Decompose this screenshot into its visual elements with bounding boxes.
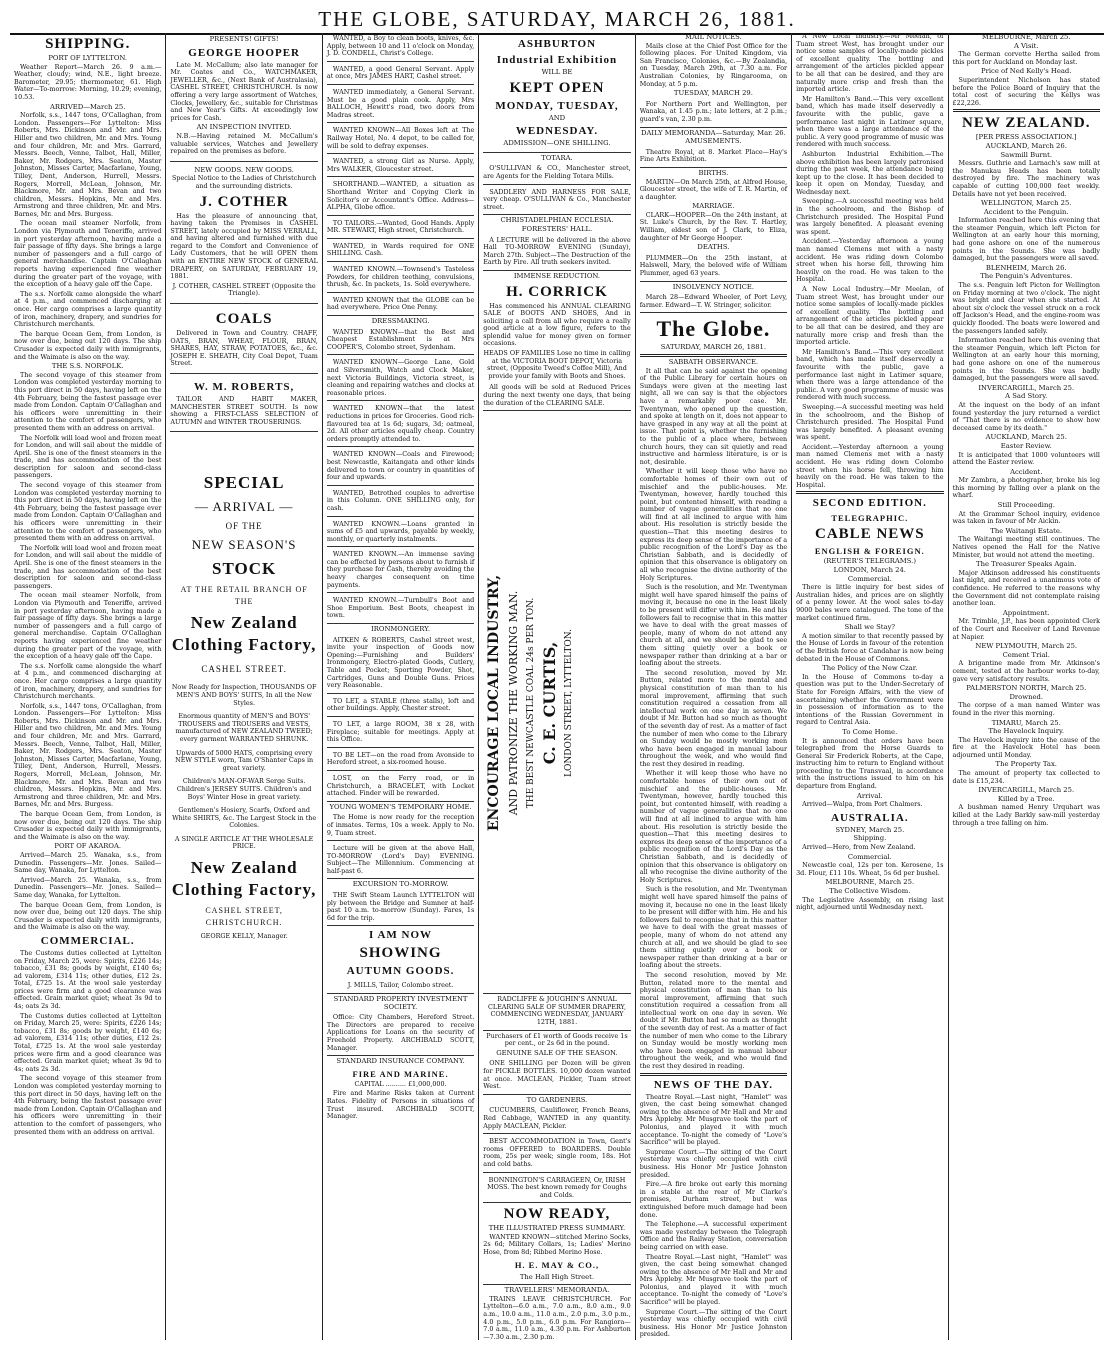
commercial-cable-text: There is little inquiry for best sides of Australian hides, and prices are on slightly of a penny lower. At the wool sales to-day 9000 bales were catalogued. The tone of the market continued firm. [796,583,944,622]
property-tax-text: The amount of property tax collected to date is £15,234. [952,769,1100,785]
osullivan-text: O'SULLIVAN & CO., Manchester street, are Agents for the Fielding Totara Mills. [483,163,630,184]
shall-we-stay-subhead: Shall we Stay? [844,623,896,632]
editorial-para-5: Whether it will keep those who have no comfortable homes of their own out of mischief and the public-houses. Mr. Twentyman, however, hardly touched this point, but contented himself, with reading a number of vague generalities that no one will find at all inclined to argue with him about. His resolution is strictly beside the question—That this meeting desires to express its deep sense of the importance of a public recognition of the Lord's Day as the Christian Sabbath, and is decidedly of opinion that this observance is obligatory on all who recognise the divine authority of the Holy Scriptures. [639,769,788,884]
waitangi-text: The Waitangi meeting still continues. The Natives opened the Hall for the Native Minister, but would not attend the meeting. [952,535,1100,559]
penguin-adventures-text-2: Information reached here this evening that the steamer Penguin, which left Picton for Wellington at an early hour this morning, had gone ashore on one of the numerous points in the Sounds. She was badly damaged, but the passengers were all saved. [952,336,1100,383]
auckland-dateline: AUCKLAND, March 26. [985,141,1067,150]
vessel-para-2: The Norfolk will load wool and frozen meat for London, and will sail about the middle of April. She is one of the finest steamers in the trade, and has accommodation of the best description for saloon and second-class passengers. [14,433,162,480]
editorial-para-2: Whether it will keep those who have no comfortable homes of their own out of mischief and the public-houses. Mr. Twentyman, however, hardly touched this point, but contented himself, with reading a number of vague generalities that no one will find at all inclined to argue with him about. His resolution is strictly beside the question—That this meeting desires to express its deep sense of the importance of a public recognition of the Lord's Day as the Christian Sabbath, and is decidedly of opinion that this observance is obligatory on all who recognise the divine authority of the Holy Scriptures. [639,467,788,582]
now-ready-text: Now Ready for Inspection, THOUSANDS OF MEN'S AND BOYS' SUITS, In all the New Styles. [171,683,317,707]
reduction-heading: IMMENSE REDUCTION. [513,271,601,280]
editorial-rule [640,354,787,357]
roberts-ad [170,376,317,432]
children-text: Children's MAN-OF-WAR Serge Suits. Children's JERSEY SUITS. Children's and Boys' Winter Hose in great variety. [176,777,312,801]
hemay-address: The Hall High Street. [483,1272,630,1286]
accident-subhead: Accident. [1010,467,1043,476]
new-goods-title: NEW GOODS. NEW GOODS. [194,165,294,174]
gentlemen-text: Gentlemen's Hosiery, Scarfs, Oxford and White SHIRTS, &c. The Largest Stock in the Colonies. [172,806,317,830]
akaroa-text-dup: Arrived—March 25. Wanaka, s.s., from Dunedin. Passengers—Mr. Jones. Sailed—Same day, Wanaka, for Lyttelton. [14,875,162,899]
shipping-subhead: Shipping. [853,834,887,843]
shipping-para-dup-3: Norfolk, s.s., 1447 tons, O'Callaghan, from London. Passengers—For Lyttelton: Miss Roberts, Mrs. Dickinson and Mr. and Mrs. Hiller and two children, Mr. and Mrs. Young and four children, Mr. and Mrs. Garrard, Messrs. Beech, Venne, Talbot, Hall, Miller, Baker, Mr. Rodgers, Mrs. Seaton, Master Johnston, Misses Carter, Macfarlane, Young, Tilley, Dent, Anderson, Hurrell, Messrs. Rogers, Morrell, McLean, Johnson, Mr. Blackmore, Mr. and Mrs. Bevan and two children, Messrs. Hopkins, Mr. and Mrs. Armstrong and three children, Mr. and Mrs. Barnes, Mr. and Mrs. Burgess. [14,701,162,809]
purchasers-text: Purchasers of £1 worth of Goods receive 1s per cent., or 2s 6d in the pound. [486,1031,628,1048]
news-para-6: Supreme Court.—The sitting of the Court yesterday was chiefly occupied with civil business. His Honor Mr Justice Johnston presided. [639,1307,788,1339]
roberts-title: W. M. ROBERTS, [193,381,295,393]
commercial-heading: COMMERCIAL. [40,934,135,947]
inspection-title: AN INSPECTION INVITED. [196,123,292,132]
sic-capital: CAPITAL .......... £1,000,000. [354,1079,447,1088]
sic-fire-marine: FIRE AND MARINE. [352,1068,449,1079]
sabbath-heading: SABBATH OBSERVANCE. [668,358,759,366]
new-zealand-heading: NEW ZEALAND. [962,115,1091,132]
still-proceeding-subhead: Still Proceeding. [997,501,1055,510]
new-plymouth-dateline: NEW PLYMOUTH, March 25. [975,642,1078,651]
ashburton-line-3: WILL BE [541,68,573,76]
tuesday-heading: TUESDAY, MARCH 29. [673,89,753,98]
palmerston-dateline: PALMERSTON NORTH, March 25. [966,684,1087,693]
gardeners-heading: TO GARDENERS. [526,1095,588,1104]
collective-wisdom-text: The Legislative Assembly, on rising last night, adjourned until Wednesday next. [796,895,944,912]
columns [10,33,1104,1340]
curtis-name-line: C. E. CURTIS, [540,641,560,765]
ywta-text: The Home is now ready for the reception of inmates. Terms, 10s a week. Apply to No. 9, Tuam street. [327,812,474,841]
czar-subhead: The Policy of the New Czar. [822,664,918,673]
clothing-factory-ad [170,472,317,940]
hooper-ad [170,33,317,162]
vessel-para-1: The second voyage of this steamer from London was completed yesterday morning to this port direct in 50 days, having left on the 4th February, being the fastest passage ever made from London. Captain O'Callaghan and his officers were unremitting in their attention to the comfort of passengers, who presented them with an address on arrival. [14,370,162,432]
news-para-1: Theatre Royal.—Last night, "Hamlet" was given, the cast being somewhat changed owing to the absence of Mr Hall and Mr and Mrs Appleby. Mr Musgrave took the part of Polonius, and played it with much acceptance. To-night the comedy of "Love's Sacrifice" will be played. [639,1092,788,1147]
commercial-text-dup: The Customs duties collected at Lyttelton on Friday, March 25, were: Spirits, £226 14s; tobacco, £31 8s; goods by weight, £140 6s; ad valorem, £314 11s; other duties, £12 2s. Total, £725 1s. At the wool sale yesterday prices were firm and a good clearance was effected. Grain market quiet; wheat 3s 9d to 4s; oats 2s 3d. [14,1011,162,1073]
hemay-name: H. E. MAY & CO., [514,1259,600,1270]
foresters-text: A LECTURE will be delivered in the above Hall TO-MORROW EVENING (Sunday), March 27th. Subject—The Destruction of the Earth by Fire. All truth seekers invited. [483,235,630,271]
ashburton-line-4: KEPT OPEN [509,79,605,96]
editorial-para-6: Such is the resolution, and Mr. Twentyman might well have spared himself the pains of moving it, because no one in the least likely to be present will differ with him. He and his followers fail to recognise that in this matter we have to deal with the great masses of people, many of whom do not attend any church at all, and we should be glad to see them sitting quietly over a book or newspaper rather than drinking at a bar or loafing about the streets. [639,885,788,970]
news-para-4: The Telephone.—A successful experiment was made yesterday between the Telegraph Office and the Railway Station, conversation being carried on with ease. [639,1220,788,1251]
christadelphian-heading: CHRISTADELPHIAN ECCLESIA. [500,216,614,225]
local-para-2: Mr Hamilton's Band.—This very excellent band, which has made itself deservedly a favourite with the public, gave a performance last night in Latimer square, when there was a large attendance of the public. A very good programme of music was rendered with much success. [796,94,944,149]
visit-text: The German corvette Hertha sailed from this port for Auckland on Monday last. [952,50,1100,66]
wanted-ad-9: WANTED KNOWN.—Townsend's Tasteless Powders, for children teething, convulsions, thrush, &c. In packets, 1s. Sold everywhere. [327,264,474,293]
special-word: SPECIAL [203,473,285,493]
akaroa-text: Arrived—March 25. Wanaka, s.s., from Dunedin. Passengers—Mr. Jones. Sailed—Same day, Wanaka, for Lyttelton. [14,850,162,875]
shipping-para-3: The s.s. Norfolk came alongside the wharf at 4 p.m., and commenced discharging at once. Her cargo comprises a large quantity of iron, machinery, drapery, and sundries for Christchurch merchants. [14,289,162,329]
wanted2-ad-8: WANTED KNOWN.—Turnbull's Boot and Shoe Emporium. Best Boots, cheapest in town. [327,595,474,624]
sawmill-text: Messrs. Guthrie and Larnach's saw mill at the Manukau Heads has been totally destroyed by fire. The machinery was capable of cutting 100,000 feet weekly. Details have not yet been received. [952,159,1100,198]
wanted-ad-10: WANTED KNOWN that the GLOBE can be had everywhere. Price One Penny. [327,295,474,316]
column-7 [949,33,1104,1340]
merino-text: WANTED KNOWN—stitched Merino Socks, 2s 6d; Military Collars, 1s; Ladies' Merino Hose, from 8d; Ribbed Merino Hose. [483,1232,631,1257]
tolet-ad-2: TO LET, a large ROOM, 38 x 28, with Fireplace; suitable for meetings. Apply at this Office. [327,719,474,748]
waitangi-subhead: The Waitangi Estate. [990,526,1063,535]
cother-name: J. COTHER [199,193,289,210]
cement-text: A brigantine made from Mr. Atkinson's cement, tested at the harbour works to-day, gave very satisfactory results. [952,659,1100,683]
column-6 [792,33,948,1340]
single-article-text: A SINGLE ARTICLE AT THE WHOLESALE PRICE. [174,834,314,851]
column-4 [479,33,635,1340]
blenheim-dateline: BLENHEIM, March 26. [985,263,1067,272]
ned-kelly-subhead: Price of Ned Kelly's Head. [981,67,1072,76]
treasurer-subhead: The Treasurer Speaks Again. [976,560,1077,569]
timaru-dateline: TIMARU, March 25. [991,718,1061,727]
commercial-cable-text-2: Newcastle coal, 12s per ton. Kerosene, 1s 3d. Flour, £11 10s. Wheat, 5s 6d per bushel. [796,861,944,877]
wanted2-ad-5: WANTED, Betrothed couples to advertise in this Column. ONE SHILLING only, for cash. [327,488,474,517]
gardeners-text: CUCUMBERS, Cauliflower, French Beans, Red Cabbage, WANTED in any quantity. Apply MACLEAN, Pickler. [483,1105,630,1134]
arrival-text: Arrived—Walpa, from Port Chalmers. [802,800,923,809]
akaroa-heading: PORT OF AKAROA. [54,842,122,851]
mails-text: Mails close at the Chief Post Office for the following places. For United Kingdom, via San Francisco, Colonies, &c.—By Zealandia, on Tuesday, March 29th, at 7.30 a.m. For Australian Colonies, by Ringarooma, on Monday, at 5 p.m. [639,41,788,88]
local-para-4: Sweeping.—A successful meeting was held in the schoolroom, and the Bishop of Christchurch presided. The Hospital Fund was largely benefited. A pleasant evening was spent. [796,197,944,236]
to-come-home-subhead: To Come Home. [842,727,898,736]
wellington-dateline: WELLINGTON, March 25. [981,199,1072,208]
shipping-para-4: The barque Ocean Gem, from London, is now over due, being out 120 days. The ship Crusader is expected daily with immigrants, and the Waimate is also on the way. [14,329,162,361]
cement-subhead: Cement Trial. [1002,650,1050,659]
news-para-5: Theatre Royal.—Last night, "Hamlet" was given, the cast being somewhat changed owing to the absence of Mr Hall and Mr and Mrs Appleby. Mr Musgrave took the part of Polonius, and played it with much acceptance. To-night the comedy of "Love's Sacrifice" will be played. [639,1252,788,1307]
manager-line: GEORGE KELLY, Manager. [200,932,288,941]
nz-clothing-factory: New Zealand Clothing Factory, [171,613,317,655]
coals-title: COALS [215,311,273,328]
sad-story-text: At the inquest on the body of an infant found yesterday the jury returned a verdict of "That there is no evidence to show how deceased came by its death." [952,400,1100,432]
editorial-para-4: The second resolution, moved by Mr. Button, related more to the mental and physical constitution of man than to his moral improvement, affirming that such constitution required a cessation from all intellectual work on one day in seven. We doubt if Mr. Button had so much as thought of the seventh day of rest. As a matter of fact the number of men who come to the Library on Sunday would be mostly working men who have been engaged in manual labour throughout the week, and who would find the rest they desired in reading. [639,668,788,768]
spis-heading: STANDARD PROPERTY INVESTMENT SOCIETY. [333,995,468,1011]
enormous-text: Enormous quantity of MEN'S and BOYS' TROUSERS and TROUSERS and VESTS, manufactured of NEW ZEALAND TWEED; every garment WARRANTED SHRUNK. [175,712,313,743]
masthead: THE GLOBE, SATURDAY, MARCH 26, 1881. [318,7,796,31]
penguin-accident-text: Information reached here this evening that the steamer Penguin, which left Picton for Wellington at an early hour this morning, had gone ashore on one of the numerous points in the Sounds. She was badly damaged, but the passengers were all saved. [952,216,1100,263]
wanted2-ad-7: WANTED KNOWN.—An immense saving can be effected by persons about to furnish if they purchase for Cash, thereby avoiding the heavy charges consequent on time payments. [327,549,474,593]
excursion-heading: EXCURSION TO-MORROW. [352,880,449,889]
tuesday-text: For Northern Port and Wellington, per Wanaka, at 1.45 p.m.; late letters, at 2 p.m.; guard's van, 2.30 p.m. [640,99,787,128]
ywta-heading: YOUNG WOMEN'S TEMPORARY HOME. [329,802,472,811]
invercargill-dateline-2: INVERCARGILL, March 25. [978,786,1075,795]
shipping-para-dup-5: The barque Ocean Gem, from London, is now over due, being out 120 days. The ship Crusader is expected daily with immigrants, and the Waimate is also on the way. [14,900,162,932]
ashburton-line-7: WEDNESDAY. [515,125,599,138]
roberts-text: TAILOR AND HABIT MAKER, MANCHESTER STREET SOUTH. Is now showing a FIRST-CLASS SELECTION of AUTUMN and WINTER TROUSERINGS. [170,395,318,426]
local-para-8: Sweeping.—A successful meeting was held in the schoolroom, and the Bishop of Christchurch presided. The Hospital Fund was largely benefited. A pleasant evening was spent. [796,402,944,442]
births-heading: BIRTHS. [698,168,729,177]
marriage-heading: MARRIAGE. [692,202,735,211]
spis-text: Office: City Chambers, Hereford Street. The Directors are prepared to receive Applications for Loans on the security of Freehold Property. ARCHIBALD SCOTT, Manager. [327,1012,474,1056]
second-edition-heading: SECOND EDITION. [812,497,927,510]
news-rule [640,1073,787,1076]
curtis-rotated-text [483,413,577,993]
invercargill-dateline: INVERCARGILL, March 25. [978,383,1075,392]
commercial-text: The Customs duties collected at Lyttelton on Friday, March 25, were: Spirits, £226 14s; tobacco, £31 8s; goods by weight, £140 6s; ad valorem, £314 11s; other duties, £12 2s. Total, £725 1s. At the wool sale yesterday prices were firm and a good clearance was effected. Grain market quiet; wheat 3s 9d to 4s; oats 2s 3d. [14,948,162,1011]
wanted-ad-2: WANTED, a good General Servant. Apply at once, Mrs JAMES HART, Cashel street. [327,64,474,85]
commercial-subhead-2: Commercial. [847,852,892,861]
excursion-text: THE Swift Steam Launch LYTTELTON will ply between the Bridge and Sumner at half-past 10 a.m. to-morrow (Sunday). Fares, 1s 6d for the trip. [327,890,474,926]
upwards-text: Upwards of 5000 HATS, comprising every NEW STYLE worn, Tam O'Shanter Caps in great variety. [175,748,314,772]
nz-rule [953,109,1100,112]
melbourne-dateline: MELBOURNE, March 25. [825,878,915,887]
wanted2-ad-4: WANTED KNOWN—Coals and Firewood; best Newcastle, Kaitangata and other kinds delivered to town or country in quantities of four and upwards. [327,449,474,485]
vessel-para-1-dup: The second voyage of this steamer from London was completed yesterday morning to this port direct in 50 days, having left on the 4th February, being the fastest passage ever made from London. Captain O'Callaghan and his officers were unremitting in their attention to the comfort of passengers, who presented them with an address on arrival. [14,481,162,543]
shipping-heading: SHIPPING. [45,36,131,52]
showing-line-4: J. MILLS, Tailor, Colombo street. [327,980,474,994]
amusements-heading: AMUSEMENTS. [685,137,742,146]
now-ready-heading: NOW READY, [503,1206,611,1223]
encourage-line: ENCOURAGE LOCAL INDUSTRY, [486,575,503,832]
editorial-para-3: Such is the resolution, and Mr. Twentyman might well have spared himself the pains of moving it, because no one in the least likely to be present will differ with him. He and his followers fail to recognise that in this matter we have to deal with the great masses of people, many of whom do not attend any church at all, and we should be glad to see them sitting quietly over a book or newspaper rather than drinking at a bar or loafing about the streets. [639,583,788,668]
wanted-ad-7: TO TAILORS.—Wanted, Good Hands. Apply MR. STEWART, High street, Christchurch. [327,218,474,239]
admission-line: ADMISSION—ONE SHILLING. [503,139,611,148]
sawmill-subhead: Sawmill Burnt. [1000,150,1053,159]
local-para-6: A New Local Industry.—Mr Meelan, of Tuam street West, has brought under our notice some samples of locally-made pickles of excellent quality. The bottling and arrangement of the articles pickled appear to be all that can be desired, and they are naturally more crisp and fresh than the imported article. [796,285,944,347]
shipping-para-2: The ocean mail steamer Norfolk, from London via Plymouth and Teneriffe, arrived in port yesterday afternoon, having made a fair passage of fifty days. She brings a large number of passengers and a full cargo of general merchandise. Captain O'Callaghan reports having experienced fine weather during the greater part of the voyage, with the exception of a heavy gale off the Cape. [14,219,162,289]
editorial-para-7: The second resolution, moved by Mr. Button, related more to the mental and physical constitution of man than to his moral improvement, affirming that such constitution required a cessation from all intellectual work on one day in seven. We doubt if Mr. Button had so much as thought of the seventh day of rest. As a matter of fact the number of men who come to the Library on Sunday would be mostly working men who have been engaged in manual labour throughout the week, and who would find the rest they desired in reading. [639,970,788,1071]
showing-line-1: I AM NOW [369,929,433,942]
of-the-word: OF THE [225,521,263,532]
to-come-home-text: It is announced that orders have been telegraphed from the Horse Guards to General Sir Frederick Roberts, at the Cape, instructing him to return to England without proceeding to the Transvaal, in accordance with the instructions issued to him on his departure from England. [796,736,944,791]
births-text: MARTIN—On March 25th, at Alfred House, Gloucester street, the wife of T. R. Martin, of a daughter. [639,177,788,201]
the-globe-title: The Globe. [656,316,771,342]
lecture-text: Lecture will be given at the above Hall, TO-MORROW (Lord's Day) EVENING. Subject—The Millennium. Commencing at half-past 6. [327,843,474,879]
travellers-heading: TRAVELLERS' MEMORANDA. [504,1286,610,1295]
new-seasons-word: NEW SEASON'S [191,537,297,553]
property-tax-subhead: The Property Tax. [995,760,1057,769]
hooper-ad-title: PRESENTS! GIFTS! [209,35,279,43]
havelock-text: The Havelock inquiry into the cause of the fire at the Havelock Hotel has been adjourned until Monday. [952,735,1100,759]
penguin-adventures-text: The s.s. Penguin left Picton for Wellington on Friday morning at two o'clock. The night was bright and clear when she started. At about six o'clock the vessel struck on a rock off Jackson's Head, and the engine-room was quickly flooded. The boats were lowered and the passengers landed safely. [952,281,1100,335]
carrageen-text: BONNINGTON'S CARRAGEEN, Or, IRISH MOSS. The best known remedy for Coughs and Colds. [483,1175,630,1204]
marriage-text: CLARK—HOOPER—On the 24th instant, at St. Luke's Church, by the Rev. T. Hartley, William, eldest son of J. Clark, to Eliza, daughter of Mr George Hooper. [639,210,788,242]
port-heading: PORT OF LYTTELTON. [48,54,128,62]
sic-heading: STANDARD INSURANCE COMPANY. [336,1057,465,1066]
pickle-bottles-text: ONE SHILLING per Dozen will be given for PICKLE BOTTLES. 10,000 dozen wanted at once. MACLEAN, Pickler, Tuam street West. [483,1058,630,1094]
column-5 [636,33,792,1340]
stock-word: STOCK [212,559,277,579]
hooper-name: GEORGE HOOPER [188,46,300,59]
appointment-subhead: Appointment. [1002,608,1050,617]
still-proceeding-text: At the Grammar School inquiry, evidence was taken in favour of Mr Aickin. [952,509,1100,526]
cable-news-heading: CABLE NEWS [815,526,925,543]
news-para-2: Supreme Court.—The sitting of the Court yesterday was chiefly occupied with civil business. His Honor Mr Justice Johnston presided. [639,1147,788,1179]
amusements-text: Theatre Royal, at 8. Market Place—Hay's Fine Arts Exhibition. [640,147,787,168]
curtis-address-line: LONDON STREET, LYTTELTON. [564,629,575,778]
drowned-text: The corpse of a man named Winter was found in the river this morning. [952,701,1100,717]
dressmaking-heading: DRESSMAKING. [371,317,430,326]
victoria-text: HEADS OF FAMILIES Lose no time in calling at the VICTORIA BOOT DEPOT, Victoria street, (Opposite Tweed's Coffee Mill), And provide your family with Boots and Shoes. [483,349,631,380]
ned-kelly-text: Superintendent Nicholson has stated before the Police Board of Inquiry that the total cost of securing the Kellys was £22,226. [952,75,1100,107]
deaths-heading: DEATHS. [697,243,730,252]
wanted-ad-1: WANTED, a Boy to clean boots, knives, &c. Apply, between 10 and 11 o'clock on Monday, J. D. CONDELL, Christ's College. [327,33,474,62]
easter-subhead: Easter Review. [1000,441,1052,450]
wanted-ad-8: WANTED, in Wards required for ONE SHILLING. Cash. [327,241,474,262]
vessel-heading: THE S.S. NORFOLK. [51,362,124,371]
press-association-line: [PER PRESS ASSOCIATION.] [975,133,1077,142]
coals-ad [170,306,317,374]
insolvency-heading: INSOLVENCY NOTICE. [672,282,755,291]
killed-subhead: Killed by a Tree. [997,794,1055,803]
cother-ad [170,164,317,304]
trains-text: TRAINS LEAVE CHRISTCHURCH. For Lyttelton—6.0 a.m., 7.0 a.m., 8.0 a.m., 9.0 a.m., 10.0 a.m., 11.0 a.m., 2.0 p.m., 3.0 p.m., 4.0 p.m., 5.0 p.m., 6.0 p.m. For Rangiora—7.0 a.m., 11.0 a.m., 4.30 p.m. For Ashburton—7.30 a.m., 2.30 p.m. [483,1294,631,1340]
collective-wisdom-subhead: The Collective Wisdom. [829,887,911,895]
hooper-text: Late M. McCallum; also late manager for Mr. Coates and Co., WATCHMAKER, JEWELLER, &c., (Next Bank of Australasia), CASHEL STREET, CHRISTCHURCH. Is now offering a very large assortment of Watches, Clocks, Jewellery, &c., suitable for Christmas and New Year's Gifts. At exceedingly low prices for Cash. [170,60,318,122]
local-para-9: Accident.—Yesterday afternoon a young man named Clemens met with a nasty accident. He was riding down Colombo street when his horse fell, throwing him heavily on the road. He was taken to the Hospital. [796,442,944,489]
news-of-the-day-heading: NEWS OF THE DAY. [653,1078,773,1091]
showing-line-2: SHOWING [359,945,442,962]
ashburton-line-1: ASHBURTON [517,38,597,50]
curtis-rotated-ad [483,413,630,994]
ashburton-line-6: AND [548,113,566,122]
visit-subhead: A Visit. [1013,41,1039,50]
saddlery-text: SADDLERY AND HARNESS FOR SALE, very cheap. O'SULLIVAN & Co., Manchester street. [483,187,630,216]
coal-price-line: THE BEST NEWCASTLE COAL 24s PER TON. [526,597,537,809]
arrival-subhead: Arrival. [856,791,883,800]
telegraphic-heading: TELEGRAPHIC. [831,513,909,524]
shall-we-stay-text: A motion similar to that recently passed by the House of Lords in favour of the retention of the British force at Candahar is now being debated in the House of Commons. [796,631,944,663]
coals-text: Delivered in Town and Country. CHAFF, OATS, BRAN, WHEAT, FLOUR, BRAN, SHARES, HAY, STRAW, POTATOES, &c., &c. JOSEPH E. SHEATH, City Coal Depot, Tuam Street. [170,329,318,368]
local-para-3: Ashburton Industrial Exhibition.—The above exhibition has been largely patronised during the past week, the attendance being kept up to the close. It has been decided to keep it open on Monday, Tuesday, and Wednesday next. [796,149,944,196]
melbourne-dateline-2: MELBOURNE, March 25. [981,33,1071,41]
lost-ad: LOST, on the Ferry road, or in Christchurch, a BRACELET, with Locket attached. Finder will be rewarded. [327,773,474,802]
column-3 [323,33,479,1340]
shipping-para-dup-4: The barque Ocean Gem, from London, is now over due, being out 120 days. The ship Crusader is expected daily with immigrants, and the Waimate is also on the way. [14,810,162,841]
wanted-ad-6: SHORTHAND.—WANTED, a situation as Shorthand Writer and Copying Clerk in Solicitor's or Accountant's Office. Address—ALPHA, Globe office. [327,179,474,215]
wanted2-ad-1: WANTED KNOWN—that the Best and Cheapest Establishment is at Mrs COOPER'S, Colombo street, Sydenham. [327,327,474,356]
diary-heading: DAILY MEMORANDA—Saturday, Mar. 26. [641,128,786,137]
local-para-7: Mr Hamilton's Band.—This very excellent band, which has made itself deservedly a favourite with the public, gave a performance last night in Latimer square, when there was a large attendance of the public. A very good programme of music was rendered with much success. [796,347,944,402]
accident-text: Mr Zambra, a photographer, broke his leg this morning by falling over a plank on the wharf. [952,476,1100,500]
totara-heading: TOTARA. [541,153,573,162]
czar-text: In the House of Commons to-day a question was put to the Under-Secretary of State for Foreign Affairs, with the view of ascertaining whether the Government were in possession of information as to the intentions of the Russian Government in regard to Central Asia. [796,672,944,727]
wanted2-ad-6: WANTED KNOWN.—Loans granted in sums of £5 and upwards, payable by weekly, monthly, or quarterly instalments. [327,519,474,548]
commercial-subhead: Commercial. [847,574,892,583]
column-2 [166,33,322,1340]
local-para-5: Accident.—Yesterday afternoon a young man named Clemens met with a nasty accident. He was riding down Colombo street when his horse fell, throwing him heavily on the road. He was taken to the Hospital. [796,237,944,284]
corrick-text: Has commenced his ANNUAL CLEARING SALE of BOOTS AND SHOES, And in soliciting a call from all who require a really good article at a low figure, refers to the splendid value for money given on former occasions. [483,301,631,348]
havelock-subhead: The Havelock Inquiry. [988,727,1065,736]
shipping-para-dup-2: The s.s. Norfolk came alongside the wharf at 4 p.m., and commenced discharging at once. Her cargo comprises a large quantity of iron, machinery, drapery, and sundries for Christchurch merchants. [14,661,162,701]
cother-signature: J. COTHER, CASHEL STREET (Opposite the Triangle). [172,281,316,298]
cother-text: Has the pleasure of announcing that, having taken the Premises in CASHEL STREET, lately occupied by MISS VERRALL, and having altered and furnished with due regard to the Comfort and Convenience of Lady Customers, that he will OPEN them with an ENTIRE NEW STOCK of GENERAL DRAPERY, on SATURDAY, FEBRUARY 19, 1881. [170,211,318,281]
wanted-ad-3: WANTED immediately, a General Servant. Must be a good plain cook. Apply, Mrs BALLOCH, Hewitt's road, two doors from Madras street. [327,87,474,123]
penguin-adventures-subhead: The Penguin's Adventures. [980,272,1073,281]
reuters-line: (REUTER'S TELEGRAMS.) [823,557,916,566]
new-goods-sub: Special Notice to the Ladies of Christchurch and the surrounding districts. [172,174,317,190]
editorial-date: SATURDAY, MARCH 26, 1881. [660,343,767,352]
penguin-accident-subhead: Accident to the Penguin. [983,207,1069,216]
insolvency-text: March 28—Edward Wheeler, of Port Levy, farmer. Edward—T. W. Stringer, solicitor. [640,292,787,313]
news-para-3: Fire.—A fire broke out early this morning in a stable at the rear of Mr Clarke's premises, Durham street, but was extinguished before much damage had been done. [639,1180,788,1219]
corrick-name: H. CORRICK [506,283,608,300]
illustrated-press: THE ILLUSTRATED PRESS SUMMARY. [488,1224,626,1233]
inspection-text: N.B.—Having retained M. McCallum's valuable services, Watches and Jewellery repaired on the premises as before. [170,131,318,156]
radcliffe-text: RADCLIFFE & JOUGHIN'S ANNUAL CLEARING SALE OF SUMMER DRAPERY, COMMENCING WEDNESDAY, JANUARY 12TH, 1881. [483,994,630,1030]
deaths-text: PLUMMER—On the 25th instant, at Halswell, Mary, the beloved wife of William Plummer, aged 63 years. [640,253,787,282]
all-goods-text: All goods will be sold at Reduced Prices during the next twenty one days, that being the duration of the CLEARING SALE. [483,382,630,411]
shipping-para-1: Norfolk, s.s., 1447 tons, O'Callaghan, from London. Passengers—For Lyttelton: Miss Roberts, Mrs. Dickinson and Mr. and Mrs. Hiller and two children, Mr. and Mrs. Young and four children, Mr. and Mrs. Garrard, Messrs. Beech, Venne, Talbot, Hall, Miller, Baker, Mr. Rodgers, Mrs. Seaton, Master Johnston, Misses Carter, Macfarlane, Young, Tilley, Dent, Anderson, Hurrell, Messrs. Rogers, Morrell, McLean, Johnson, Mr. Blackmore, Mr. and Mrs. Bevan and two children, Messrs. Hopkins, Mr. and Mrs. Armstrong and three children, Mr. and Mrs. Barnes, Mr. and Mrs. Burgess. [14,111,162,218]
sic-text: Fire and Marine Risks taken at Current Rates. Fidelity of Persons in situations of Trust insured. ARCHIBALD SCOTT, Manager. [326,1089,475,1121]
showing-line-3: AUTUMN GOODS. [346,965,455,978]
appointment-text: Mr. Trimble, J.P., has been appointed Clerk of the Court and Receiver of Land Revenue at Napier. [952,617,1100,641]
cashel-street: CASHEL STREET. [201,664,287,675]
foresters-heading: FORESTERS' HALL. [521,224,593,233]
retail-branch: AT THE RETAIL BRANCH OF THE [180,585,308,607]
accommodation-text: BEST ACCOMMODATION in Town, Gent's rooms OFFERED to BOARDERS. Double room, 25s per week; single room, 18s. Hot and cold baths. [483,1136,630,1172]
english-foreign-heading: ENGLISH & FOREIGN. [814,546,925,557]
genuine-sale: GENUINE SALE OF THE SEASON. [496,1048,618,1057]
mails-heading: MAIL NOTICES. [685,33,742,41]
wanted-ad-4: WANTED KNOWN—All Boxes left at The Railway Hotel, No. 4 depot, to be called for, will be sold to defray expenses. [327,125,474,154]
second-edition-rule [796,491,943,494]
ironmongery-text: AITKEN & ROBERTS, Cashel street west, invite your inspection of Goods now Opening:—Furnishing and Builders' Ironmongery, Electro-plated Goods, Cutlery, Table and Pocket; Sporting Powder, Shot, Cartridges, Guns and Double Guns. Prices very Reasonable. [327,635,474,694]
local-para-1: A New Local Industry.—Mr Meelan, of Tuam street West, has brought under our notice some samples of locally-made pickles of excellent quality. The bottling and arrangement of the articles pickled appear to be all that can be desired, and they are naturally more crisp and fresh than the imported article. [796,33,944,94]
killed-text: A bushman named Henry Urquhart was killed at the Lady Barkly saw-mill yesterday through a tree falling on him. [952,803,1100,827]
shipping-cable-text: Arrived—Hero, from New Zealand. [802,843,916,852]
weather-report: Weather Report—March 26. 9 a.m.—Weather, cloudy; wind, N.E., light breeze. Barometer, 29.95; thermometer, 61. High Water—To-morrow: Morning, 10.29; evening, 10.53. [14,62,162,101]
tolet-ad-1: TO LET, a STABLE (three stalls), loft and other buildings. Apply, Chester street. [327,696,474,717]
ashburton-ad [483,33,630,153]
wanted-ad-5: WANTED, a strong Girl as Nurse. Apply, Mrs WALKER, Gloucester street. [327,156,474,177]
editorial-para-1: It all that can be said against the opening of the Public Library for certain hours on Sundays were given at the meeting last night, all we can say is that the objectors have a remarkably poor case. Mr. Twentyman, who opened up the question, and spoke at length on it, does not appear to have grasped in any way at all the point at issue. That point is, whether the furnishing to the public of a place where, between church hours, they can sit quietly and read instructive and harmless literature, is or is not, desirable. [639,366,788,466]
treasurer-text: Major Atkinson addressed his constituents last night, and received a unanimous vote of confidence. He referred to the reasons why the Government did not contemplate raising another loan. [952,568,1100,608]
sad-story-subhead: A Sad Story. [1005,392,1048,401]
auckland-dateline-2: AUCKLAND, March 25. [985,433,1067,442]
arrived-title: ARRIVED—March 25. [50,102,126,111]
drowned-subhead: Drowned. [1009,692,1043,701]
london-dateline: LONDON, March 24. [833,566,906,575]
column-1 [10,33,166,1340]
shipping-para-dup-1: The ocean mail steamer Norfolk, from London via Plymouth and Teneriffe, arrived in port yesterday afternoon, having made a fair passage of fifty days. She brings a large number of passengers and a full cargo of general merchandise. Captain O'Callaghan reports having experienced fine weather during the greater part of the voyage, with the exception of a heavy gale off the Cape. [14,591,162,661]
ashburton-line-2: Industrial Exhibition [496,54,618,66]
ironmongery-heading: IRONMONGERY. [371,625,430,634]
australia-heading: AUSTRALIA. [831,811,909,824]
wanted2-ad-3: WANTED KNOWN—that the latest reductions in prices for Groceries. Good rich-flavoured tea at 1s 6d; sugars, 3d; oatmeal, 2d. All other articles equally cheap. Country orders promptly attended to. [327,403,474,447]
tolet-ad-3: TO BE LET—on the road from Avonside to Hereford street, a six-roomed house. [327,750,474,771]
vessel-para-2-dup: The Norfolk will load wool and frozen meat for London, and will sail about the middle of April. She is one of the finest steamers in the trade, and has accommodation of the best description for saloon and second-class passengers. [14,543,162,590]
ashburton-line-5: MONDAY, TUESDAY, [495,99,619,112]
patronize-line: AND PATRONIZE THE WORKING MAN. [507,590,521,816]
sydney-dateline: SYDNEY, March 25. [835,825,905,834]
easter-text: It is anticipated that 1000 volunteers will attend the Easter review. [952,450,1100,467]
vessel-para-dup-3: The second voyage of this steamer from London was completed yesterday morning to this port direct in 50 days, having left on the 4th February, being the fastest passage ever made from London. Captain O'Callaghan and his officers were unremitting in their attention to the comfort of passengers, who presented them with an address on arrival. [14,1074,162,1136]
cashel-street-2: CASHEL STREET, CHRISTCHURCH. [205,906,283,928]
arrival-word: — ARRIVAL — [194,499,294,515]
nz-clothing-factory-2: New Zealand Clothing Factory, [171,858,317,900]
wanted2-ad-2: WANTED KNOWN—George Lane, Gold and Silversmith, Watch and Clock Maker, next Victoria Buildings, Victoria street, is cleaning and repairing watches and clocks at reasonable prices. [327,357,474,401]
